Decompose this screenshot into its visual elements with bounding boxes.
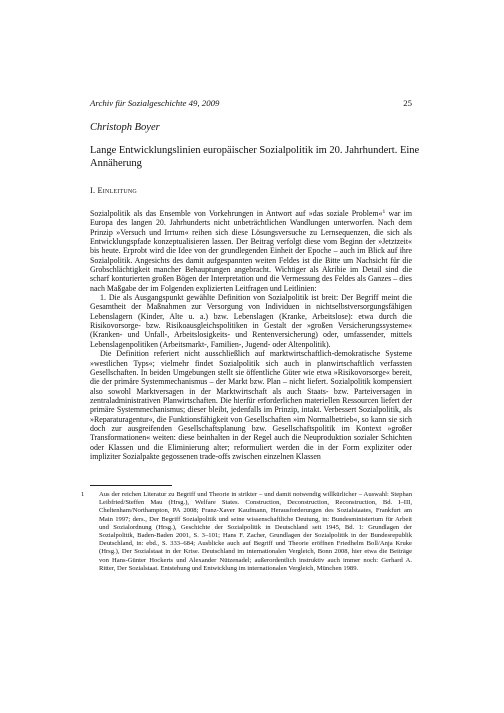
journal-citation: Archiv für Sozialgeschichte 49, 2009 — [90, 98, 220, 108]
paragraph — [90, 209, 412, 293]
article-title: Lange Entwicklungslinien europäischer Sozialpolitik im 20. Jahrhundert. Eine Annäherung — [90, 145, 420, 169]
paragraph: 1. Die als Ausgangspunkt gewählte Definition von Sozialpolitik ist breit: Der Begriff meint die Gesamtheit der Maßnahmen zur Versorgung von Individuen in nichtselbstversorgungsfähigen Lebenslagern (Kinder, Alte u. a.) bzw. Lebenslagen (Kranke, Arbeitslose): etwa durch die Risikovorsorge- bzw. Risikoausgleichspolitiken in Gestalt der »großen Versicherungssysteme« (Kranken- und Unfall-, Arbeitslosigkeits- und Rentenversicherung) oder, umfassender, mittels Lebenslagenpolitiken (Arbeitsmarkt-, Familien-, Jugend- oder Altenpolitik). — [90, 293, 412, 349]
footnote-number: 1 — [81, 491, 85, 498]
paragraph-text: war im Europa des langen 20. Jahrhunderts nicht unbeträchtlichen Wandlungen unterworfen. Nach dem Prinzip »Versuch und Irrtum« reihen sich diese Lösungsversuche zu Lernsequenzen, die sich als Entwicklungspfade konzeptualisieren lassen. Der Beitrag verfolgt diese vom Beginn der »Jetztzeit« bis heute. Erprobt wird die Idee von der grundlegenden Einheit der Epoche – auch im Blick auf ihre Sozialpolitik. Angesichts des damit aufgespannten weiten Feldes ist die Bitte um Nachsicht für die Grobschlächtigkeit mancher Behauptungen angebracht. Wichtiger als Akribie im Detail sind die scharf konturierten großen Bögen der Interpretation und die Vermessung des Feldes als Ganzes – dies nach Maßgabe der im Folgenden explizierten Leitfragen und Leitlinien: — [90, 209, 413, 293]
section-number: I. — [90, 186, 96, 195]
footnote — [81, 491, 412, 573]
paragraph-text: Sozialpolitik als das Ensemble von Vorkehrungen in Antwort auf »das soziale Problem« — [90, 209, 383, 218]
body-text — [90, 209, 412, 461]
author-name: Christoph Boyer — [90, 122, 160, 133]
footnote-separator — [90, 485, 172, 486]
section-heading — [90, 186, 137, 196]
footnote-text: Aus der reichen Literatur zu Begriff und Theorie in strikter – und damit notwendig willkürlicher – Auswahl: Stephan Leibfried/Steffen Mau (Hrsg.), Welfare States. Construction, Deconstruction, Reconstruction, Bd. I–III, Cheltenham/Northampton, PA 2008; Franz-Xaver Kaufmann, Herausforderungen des Sozialstaates, Frankfurt am Main 1997; ders., Der Begriff Sozialpolitik und seine wissenschaftliche Deutung, in: Bundesministerium für Arbeit und Sozialordnung (Hrsg.), Geschichte der Sozialpolitik in Deutschland seit 1945, Bd. 1: Grundlagen der Sozialpolitik, Baden-Baden 2001, S. 3–101; Hans F. Zacher, Grundlagen der Sozialpolitik in der Bundesrepublik Deutschland, in: ebd., S. 333–684; Ausblicke auch auf Begriff und Theorie eröffnen Friedhelm Boll/Anja Kruke (Hrsg.), Der Sozialstaat in der Krise. Deutschland im internationalen Vergleich, Bonn 2008, hier etwa die Beiträge von Hans-Günter Hockerts und Alexander Nützenadel; außerordentlich instruktiv auch immer noch: Gerhard A. Ritter, Der Sozialstaat. Entstehung und Entwicklung im internationalen Vergleich, München 1989. — [99, 491, 412, 572]
section-title: Einleitung — [97, 186, 137, 195]
running-header — [90, 98, 412, 109]
page-number: 25 — [403, 98, 412, 108]
footnote-body — [81, 491, 412, 573]
footnote-reference[interactable]: 1 — [382, 209, 386, 215]
paragraph: Die Definition referiert nicht ausschließlich auf marktwirtschaftlich-demokratische Systeme »westlichen Typs«; vielmehr findet Sozialpolitik sich auch in planwirtschaftlich verfassten Gesellschaften. In beiden Umgebungen stellt sie öffentliche Güter wie etwa »Risikovorsorge« bereit, die der primäre Systemmechanismus – der Markt bzw. Plan – nicht liefert. Sozialpolitik kompensiert also sowohl Marktversagen in der Marktwirtschaft als auch Staats- bzw. Parteiversagen in zentraladministrativen Planwirtschaften. Die hierfür erforderlichen materiellen Ressourcen liefert der primäre Systemmechanismus; dieser bleibt, jedenfalls im Prinzip, intakt. Verbessert Sozialpolitik, als »Reparaturagentur«, die Funktionsfähigkeit von Gesellschaften »im Normalbetrieb«, so kann sie sich doch zur ausgreifenden Gesellschaftsplanung bzw. Gesellschaftspolitik im Kontext »großer Transformationen« weiten: diese beinhalten in der Regel auch die Neuproduktion sozialer Schichten oder Klassen und die Eliminierung alter; reformuliert werden die in der Form expliziter oder impliziter Sozialpakte gegossenen trade-offs zwischen einzelnen Klassen — [90, 349, 412, 461]
